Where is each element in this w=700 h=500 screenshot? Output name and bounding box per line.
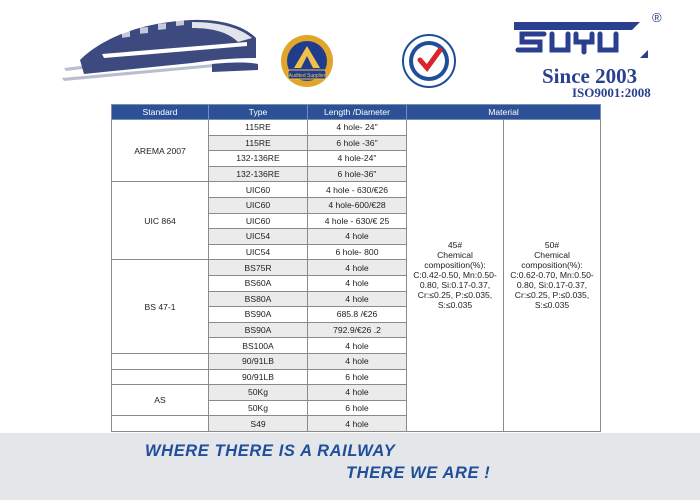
length-cell: 4 hole- 24" xyxy=(308,120,407,136)
material-grade: 45# xyxy=(447,240,463,251)
material-line: S:≤0.035 xyxy=(534,300,570,311)
length-cell: 6 hole-36" xyxy=(308,166,407,182)
certification-seal xyxy=(402,34,456,88)
material-line: 0.80, Si:0.17-0.37, xyxy=(419,280,491,291)
seal-text: Audited Supplier xyxy=(288,73,326,79)
material-line: Chemical xyxy=(437,250,473,261)
material-50-cell xyxy=(504,120,601,432)
length-cell: 792.9/€26 .2 xyxy=(308,322,407,338)
type-cell: UIC60 xyxy=(209,197,308,213)
slogan-line-2: THERE WE ARE ! xyxy=(346,464,491,482)
iso-text: ISO9001:2008 xyxy=(572,85,651,100)
material-line: composition(%): xyxy=(521,260,583,271)
header-standard: Standard xyxy=(112,105,209,120)
standard-cell-empty xyxy=(112,369,209,385)
length-cell: 4 hole xyxy=(308,229,407,245)
type-cell: S49 xyxy=(209,416,308,432)
header-banner xyxy=(0,0,700,100)
type-cell: 115RE xyxy=(209,120,308,136)
since-text: Since 2003 xyxy=(542,64,638,88)
length-cell: 4 hole-600/€28 xyxy=(308,197,407,213)
standard-cell-empty xyxy=(112,353,209,369)
material-45-cell xyxy=(407,120,504,432)
header-length: Length /Diameter xyxy=(308,105,407,120)
type-cell: UIC54 xyxy=(209,229,308,245)
length-cell: 4 hole xyxy=(308,275,407,291)
length-cell: 4 hole xyxy=(308,385,407,401)
length-cell: 6 hole xyxy=(308,369,407,385)
type-cell: BS60A xyxy=(209,275,308,291)
type-cell: BS80A xyxy=(209,291,308,307)
material-line: S:≤0.035 xyxy=(437,300,473,311)
type-cell: UIC60 xyxy=(209,182,308,198)
length-cell: 4 hole - 630/€ 25 xyxy=(308,213,407,229)
type-cell: 115RE xyxy=(209,135,308,151)
length-cell: 4 hole xyxy=(308,416,407,432)
type-cell: 90/91LB xyxy=(209,369,308,385)
slogan-line-1: WHERE THERE IS A RAILWAY xyxy=(145,442,396,460)
type-cell: BS90A xyxy=(209,322,308,338)
material-line: 0.80, Si:0.17-0.37, xyxy=(516,280,588,291)
length-cell: 685.8 /€26 xyxy=(308,307,407,323)
header-type: Type xyxy=(209,105,308,120)
type-cell: UIC60 xyxy=(209,213,308,229)
type-cell: 90/91LB xyxy=(209,353,308,369)
material-line: Cr:≤0.25, P:≤0.035, xyxy=(417,290,493,301)
material-line: Cr:≤0.25, P:≤0.035, xyxy=(514,290,590,301)
table-row xyxy=(112,120,700,136)
header-material: Material xyxy=(407,105,601,120)
standard-cell: AS xyxy=(112,385,209,416)
length-cell: 4 hole xyxy=(308,338,407,354)
registered-mark: ® xyxy=(652,10,662,25)
material-grade: 50# xyxy=(544,240,560,251)
spec-table xyxy=(111,104,700,432)
type-cell: UIC54 xyxy=(209,244,308,260)
check-seal-icon xyxy=(402,34,456,88)
length-cell: 4 hole xyxy=(308,260,407,276)
length-cell: 6 hole- 800 xyxy=(308,244,407,260)
type-cell: BS100A xyxy=(209,338,308,354)
standard-cell: AREMA 2007 xyxy=(112,120,209,182)
material-line: C:0.62-0.70, Mn:0.50- xyxy=(510,270,594,281)
length-cell: 4 hole xyxy=(308,353,407,369)
material-line: Chemical xyxy=(534,250,570,261)
length-cell: 6 hole xyxy=(308,400,407,416)
length-cell: 4 hole-24" xyxy=(308,151,407,167)
gold-seal-icon xyxy=(280,34,334,88)
type-cell: 50Kg xyxy=(209,400,308,416)
length-cell: 4 hole - 630/€26 xyxy=(308,182,407,198)
type-cell: 50Kg xyxy=(209,385,308,401)
type-cell: BS90A xyxy=(209,307,308,323)
standard-cell: BS 47-1 xyxy=(112,260,209,354)
train-icon xyxy=(62,8,258,96)
standard-cell-empty xyxy=(112,416,209,432)
material-line: C:0.42-0.50, Mn:0.50- xyxy=(413,270,497,281)
type-cell: 132-136RE xyxy=(209,166,308,182)
length-cell: 6 hole -36" xyxy=(308,135,407,151)
type-cell: BS75R xyxy=(209,260,308,276)
type-cell: 132-136RE xyxy=(209,151,308,167)
material-line: composition(%): xyxy=(424,260,486,271)
audited-supplier-seal xyxy=(280,34,334,88)
length-cell: 4 hole xyxy=(308,291,407,307)
table-header-row xyxy=(112,105,700,120)
standard-cell: UIC 864 xyxy=(112,182,209,260)
